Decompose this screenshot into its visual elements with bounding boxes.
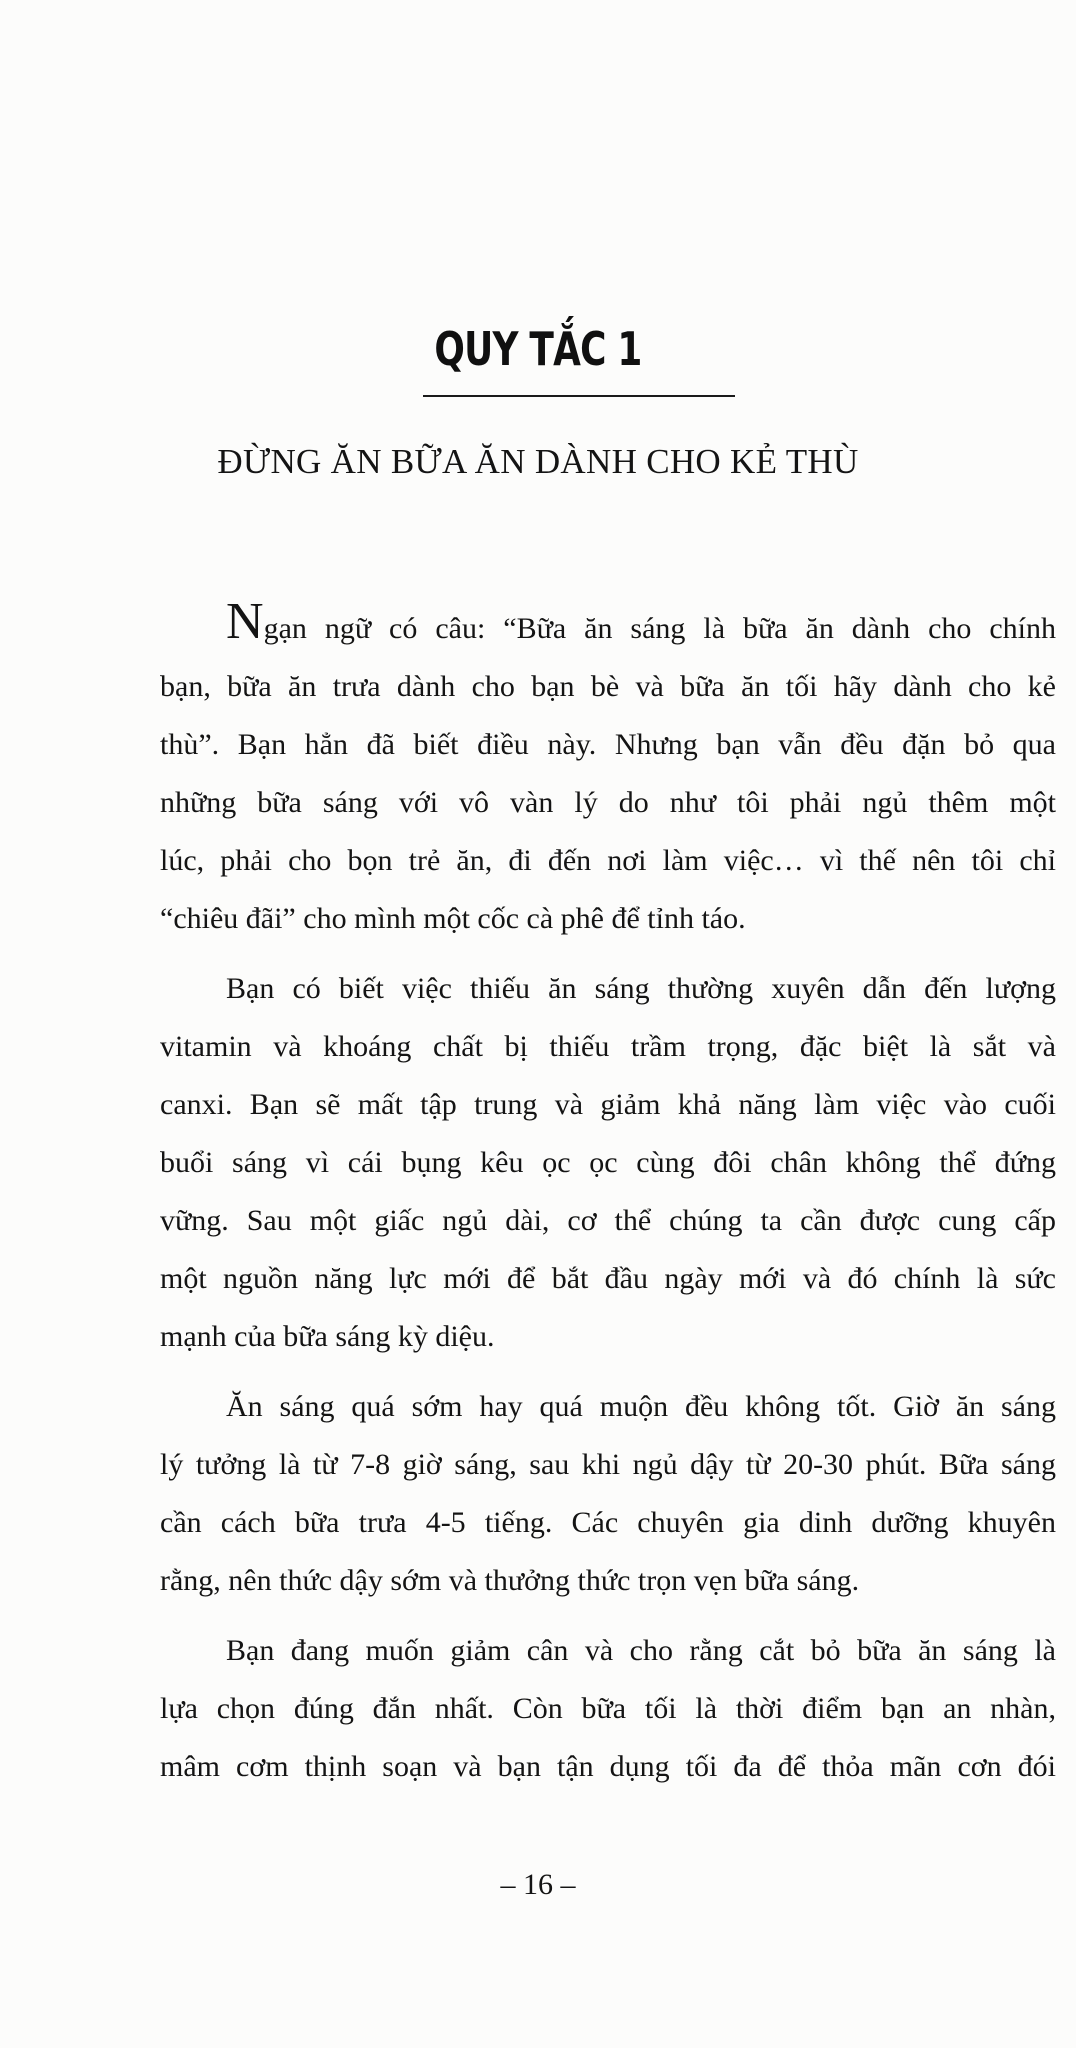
text-line: thù”. Bạn hẳn đã biết điều này. Nhưng bạn vẫn đều đặn bỏ qua [160, 728, 1056, 761]
text-line: mạnh của bữa sáng kỳ diệu. [160, 1320, 495, 1353]
text-line: lý tưởng là từ 7-8 giờ sáng, sau khi ngủ dậy từ 20-30 phút. Bữa sáng [160, 1448, 1056, 1481]
text-line: canxi. Bạn sẽ mất tập trung và giảm khả năng làm việc vào cuối [160, 1088, 1056, 1121]
text-line: bạn, bữa ăn trưa dành cho bạn bè và bữa ăn tối hãy dành cho kẻ [160, 670, 1056, 703]
text-line-content: gạn ngữ có câu: “Bữa ăn sáng là bữa ăn dành cho chính [263, 612, 1056, 645]
text-line: lựa chọn đúng đắn nhất. Còn bữa tối là thời điểm bạn an nhàn, [160, 1692, 1056, 1725]
page-number: – 16 – [500, 1868, 576, 1901]
text-line: rằng, nên thức dậy sớm và thưởng thức trọn vẹn bữa sáng. [160, 1564, 860, 1597]
paragraph-2 [160, 960, 1056, 1366]
drop-cap: N [226, 593, 264, 650]
text-line: buổi sáng vì cái bụng kêu ọc ọc cùng đôi chân không thể đứng [160, 1146, 1056, 1179]
chapter-heading: QUY TẮC 1 [434, 322, 642, 376]
text-line: vitamin và khoáng chất bị thiếu trầm trọng, đặc biệt là sắt và [160, 1030, 1056, 1063]
chapter-subtitle: ĐỪNG ĂN BỮA ĂN DÀNH CHO KẺ THÙ [217, 442, 859, 481]
body-text [160, 593, 1056, 1808]
text-line [160, 593, 1056, 658]
text-line: một nguồn năng lực mới để bắt đầu ngày mới và đó chính là sức [160, 1262, 1056, 1295]
paragraph-4 [160, 1622, 1056, 1796]
text-line: những bữa sáng với vô vàn lý do như tôi phải ngủ thêm một [160, 786, 1056, 819]
text-line: vững. Sau một giấc ngủ dài, cơ thể chúng ta cần được cung cấp [160, 1204, 1056, 1237]
text-line: “chiêu đãi” cho mình một cốc cà phê để tỉnh táo. [160, 902, 746, 935]
text-line: Bạn có biết việc thiếu ăn sáng thường xuyên dẫn đến lượng [226, 972, 1056, 1005]
text-line: mâm cơm thịnh soạn và bạn tận dụng tối đa để thỏa mãn cơn đói [160, 1750, 1056, 1783]
paragraph-1 [160, 593, 1056, 948]
heading-divider [423, 395, 735, 397]
text-line: lúc, phải cho bọn trẻ ăn, đi đến nơi làm việc… vì thế nên tôi chỉ [160, 844, 1056, 877]
text-line: Ăn sáng quá sớm hay quá muộn đều không tốt. Giờ ăn sáng [226, 1390, 1056, 1423]
paragraph-3 [160, 1378, 1056, 1610]
text-line: Bạn đang muốn giảm cân và cho rằng cắt bỏ bữa ăn sáng là [226, 1634, 1056, 1667]
text-line: cần cách bữa trưa 4-5 tiếng. Các chuyên gia dinh dưỡng khuyên [160, 1506, 1056, 1539]
